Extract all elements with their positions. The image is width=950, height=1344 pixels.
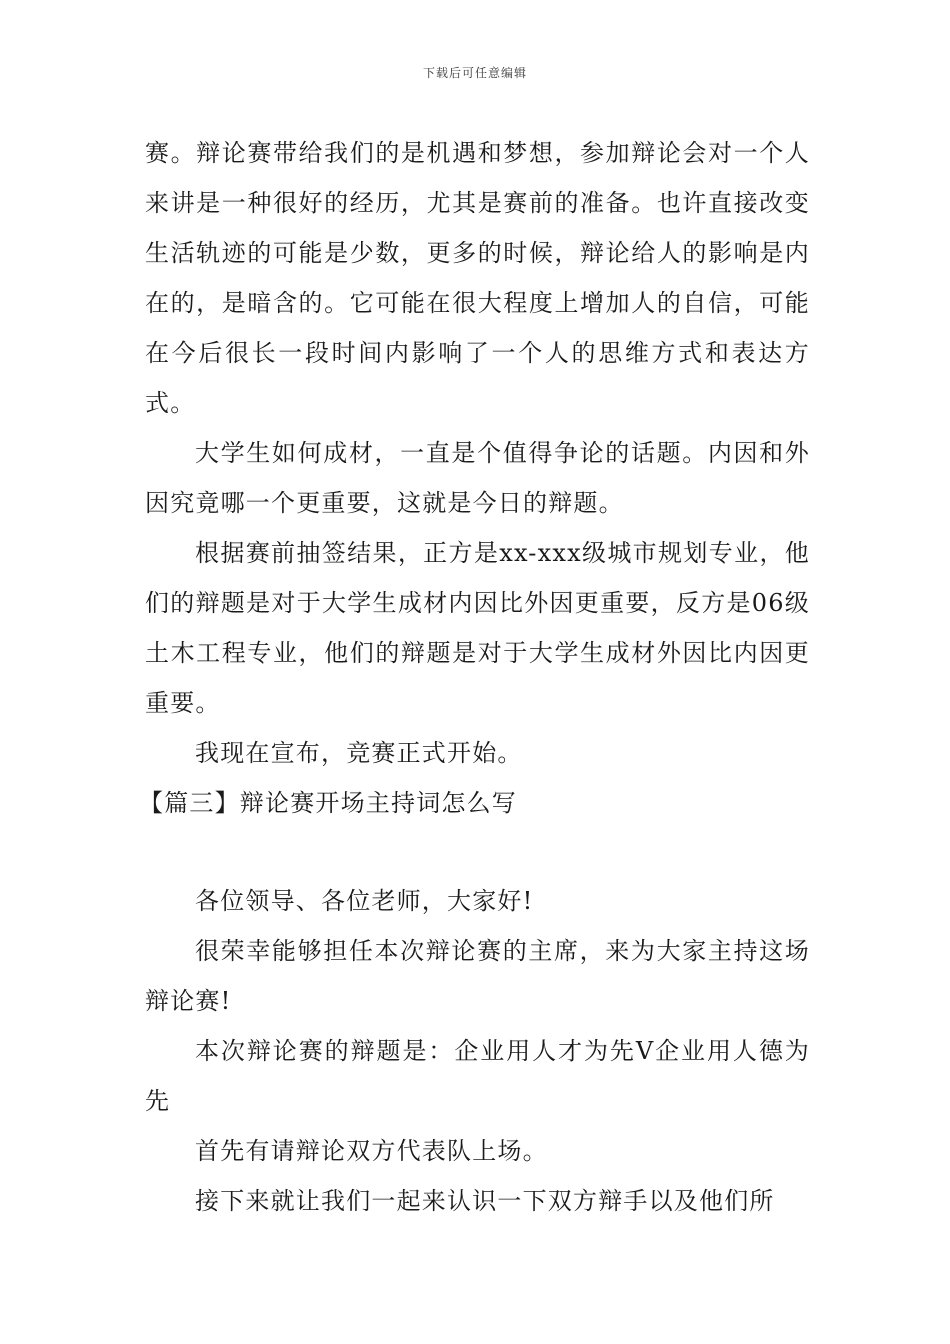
page-header-note: 下载后可任意编辑 [422,66,527,80]
paragraph: 根据赛前抽签结果，正方是xx-xxx级城市规划专业，他们的辩题是对于大学生成材内因比外因更重要，反方是06级土木工程专业，他们的辩题是对于大学生成材外因比内因更重要。 [145,539,810,717]
paragraph: 我现在宣布，竞赛正式开始。 [195,739,523,767]
paragraph: 接下来就让我们一起来认识一下双方辩手以及他们所 [195,1187,775,1215]
section-heading: 【篇三】辩论赛开场主持词怎么写 [139,789,517,817]
paragraph: 各位领导、各位老师，大家好! [195,887,534,915]
paragraph-continued: 赛。辩论赛带给我们的是机遇和梦想，参加辩论会对一个人来讲是一种很好的经历，尤其是赛前的准备。也许直接改变生活轨迹的可能是少数，更多的时候，辩论给人的影响是内在的，是暗含的。它可能在很大程度上增加人的自信，可能在今后很长一段时间内影响了一个人的思维方式和表达方式。 [145,139,810,417]
paragraph: 首先有请辩论双方代表队上场。 [195,1137,548,1165]
document-body [139,128,810,1226]
paragraph: 很荣幸能够担任本次辩论赛的主席，来为大家主持这场辩论赛! [145,937,810,1015]
blank-line [145,828,810,876]
paragraph: 大学生如何成材，一直是个值得争论的话题。内因和外因究竟哪一个更重要，这就是今日的辩题。 [145,439,810,517]
paragraph: 本次辩论赛的辩题是：企业用人才为先V企业用人德为先 [145,1037,810,1115]
